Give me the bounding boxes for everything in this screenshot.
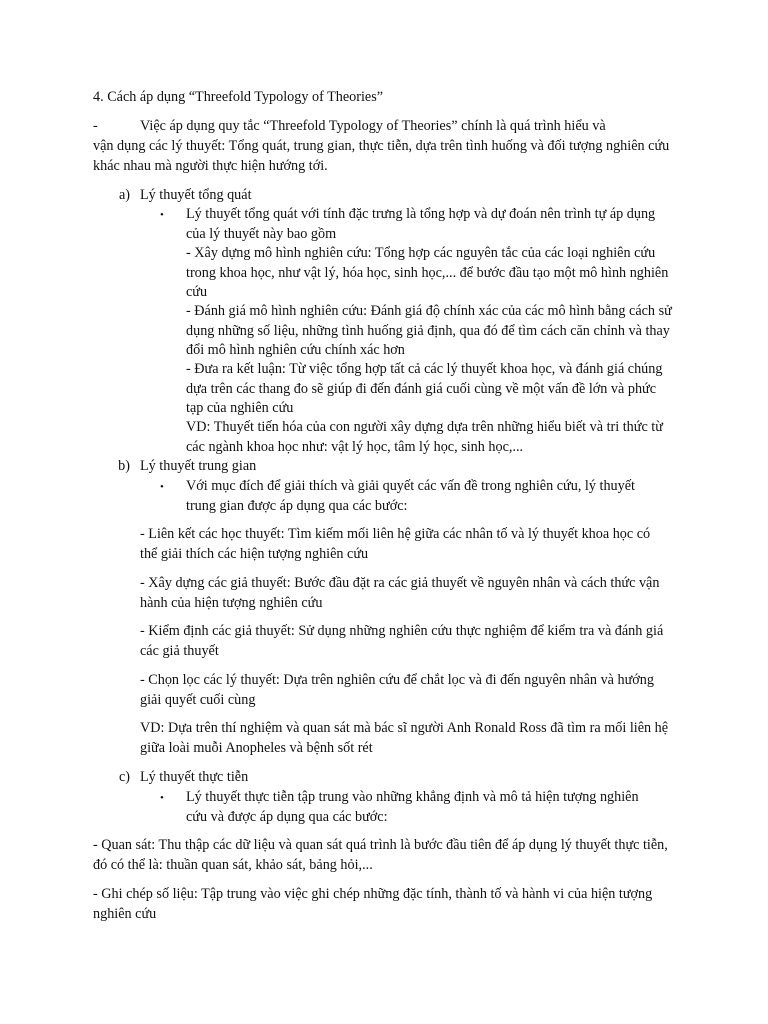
section-c-item: - Ghi chép số liệu: Tập trung vào việc ghi chép những đặc tính, thành tố và hành vi của hiện tượng nghiên cứu xyxy=(93,886,653,922)
section-a-bullet-text: Lý thuyết tổng quát với tính đặc trưng là tổng hợp và dự đoán nên trình tự áp dụng của lý thuyết này bao gồm xyxy=(186,206,656,242)
section-b-bullet-icon: • xyxy=(160,481,164,493)
intro-dash: - xyxy=(93,118,98,134)
section-b-item: - Liên kết các học thuyết: Tìm kiếm mối liên hệ giữa các nhân tố và lý thuyết khoa học có thể giải thích các hiện tượng nghiên cứu xyxy=(140,526,651,562)
section-b-item: - Xây dựng các giả thuyết: Bước đầu đặt ra các giả thuyết về nguyên nhân và cách thức vận hành của hiện tượng nghiên cứu xyxy=(140,575,660,611)
section-b-label: b) xyxy=(118,458,130,474)
section-a-item: - Đánh giá mô hình nghiên cứu: Đánh giá độ chính xác của các mô hình bằng cách sử dụng những số liệu, những tình huống giả định, qua đó để tìm cách căn chỉnh và thay đổi mô hình nghiên cứu chính xác hơn xyxy=(186,303,672,359)
section-a-title: Lý thuyết tổng quát xyxy=(140,187,252,203)
section-c-title: Lý thuyết thực tiễn xyxy=(140,769,249,785)
section-b-example: VD: Dựa trên thí nghiệm và quan sát mà bác sĩ người Anh Ronald Ross đã tìm ra mối liên hệ giữa loài muỗi Anopheles và bệnh sốt rét xyxy=(140,720,669,756)
section-a-bullet-icon: • xyxy=(160,209,164,221)
intro-continuation: vận dụng các lý thuyết: Tổng quát, trung gian, thực tiễn, dựa trên tình huống và đối tượng nghiên cứu khác nhau mà người thực hiện hướng tới. xyxy=(93,138,670,174)
section-b-bullet-text: Với mục đích để giải thích và giải quyết các vấn đề trong nghiên cứu, lý thuyết trung gian được áp dụng qua các bước: xyxy=(186,478,635,514)
section-a-example: VD: Thuyết tiến hóa của con người xây dựng dựa trên những hiểu biết và tri thức từ các ngành khoa học như: vật lý học, tâm lý học, sinh học,... xyxy=(186,419,663,455)
section-a-item: - Đưa ra kết luận: Từ việc tổng hợp tất cả các lý thuyết khoa học, và đánh giá chúng dựa trên các thang đo sẽ giúp đi đến đánh giá cuối cùng về một vấn đề lớn và phức tạp của nghiên cứu xyxy=(186,361,663,417)
section-b-item: - Kiểm định các giả thuyết: Sử dụng những nghiên cứu thực nghiệm để kiểm tra và đánh giá các giả thuyết xyxy=(140,623,664,659)
section-b-item: - Chọn lọc các lý thuyết: Dựa trên nghiên cứu để chắt lọc và đi đến nguyên nhân và hướng giải quyết cuối cùng xyxy=(140,672,654,708)
section-a-item: - Xây dựng mô hình nghiên cứu: Tổng hợp các nguyên tắc của các loại nghiên cứu trong khoa học, như vật lý, hóa học, sinh học,... để bước đầu tạo một mô hình nghiên cứu xyxy=(186,245,669,301)
section-b-title: Lý thuyết trung gian xyxy=(140,458,257,474)
section-c-label: c) xyxy=(118,769,130,785)
section-a-label: a) xyxy=(118,187,130,203)
intro-first-line: Việc áp dụng quy tắc “Threefold Typology of Theories” chính là quá trình hiểu và xyxy=(140,118,606,134)
section-c-bullet-text: Lý thuyết thực tiễn tập trung vào những khẳng định và mô tả hiện tượng nghiên cứu và được áp dụng qua các bước: xyxy=(186,789,639,825)
section-heading: 4. Cách áp dụng “Threefold Typology of Theories” xyxy=(93,89,384,105)
section-c-bullet-icon: • xyxy=(160,792,164,804)
section-c-item: - Quan sát: Thu thập các dữ liệu và quan sát quá trình là bước đầu tiên để áp dụng lý thuyết thực tiễn, đó có thể là: thuần quan sát, khảo sát, bảng hỏi,... xyxy=(93,837,668,873)
